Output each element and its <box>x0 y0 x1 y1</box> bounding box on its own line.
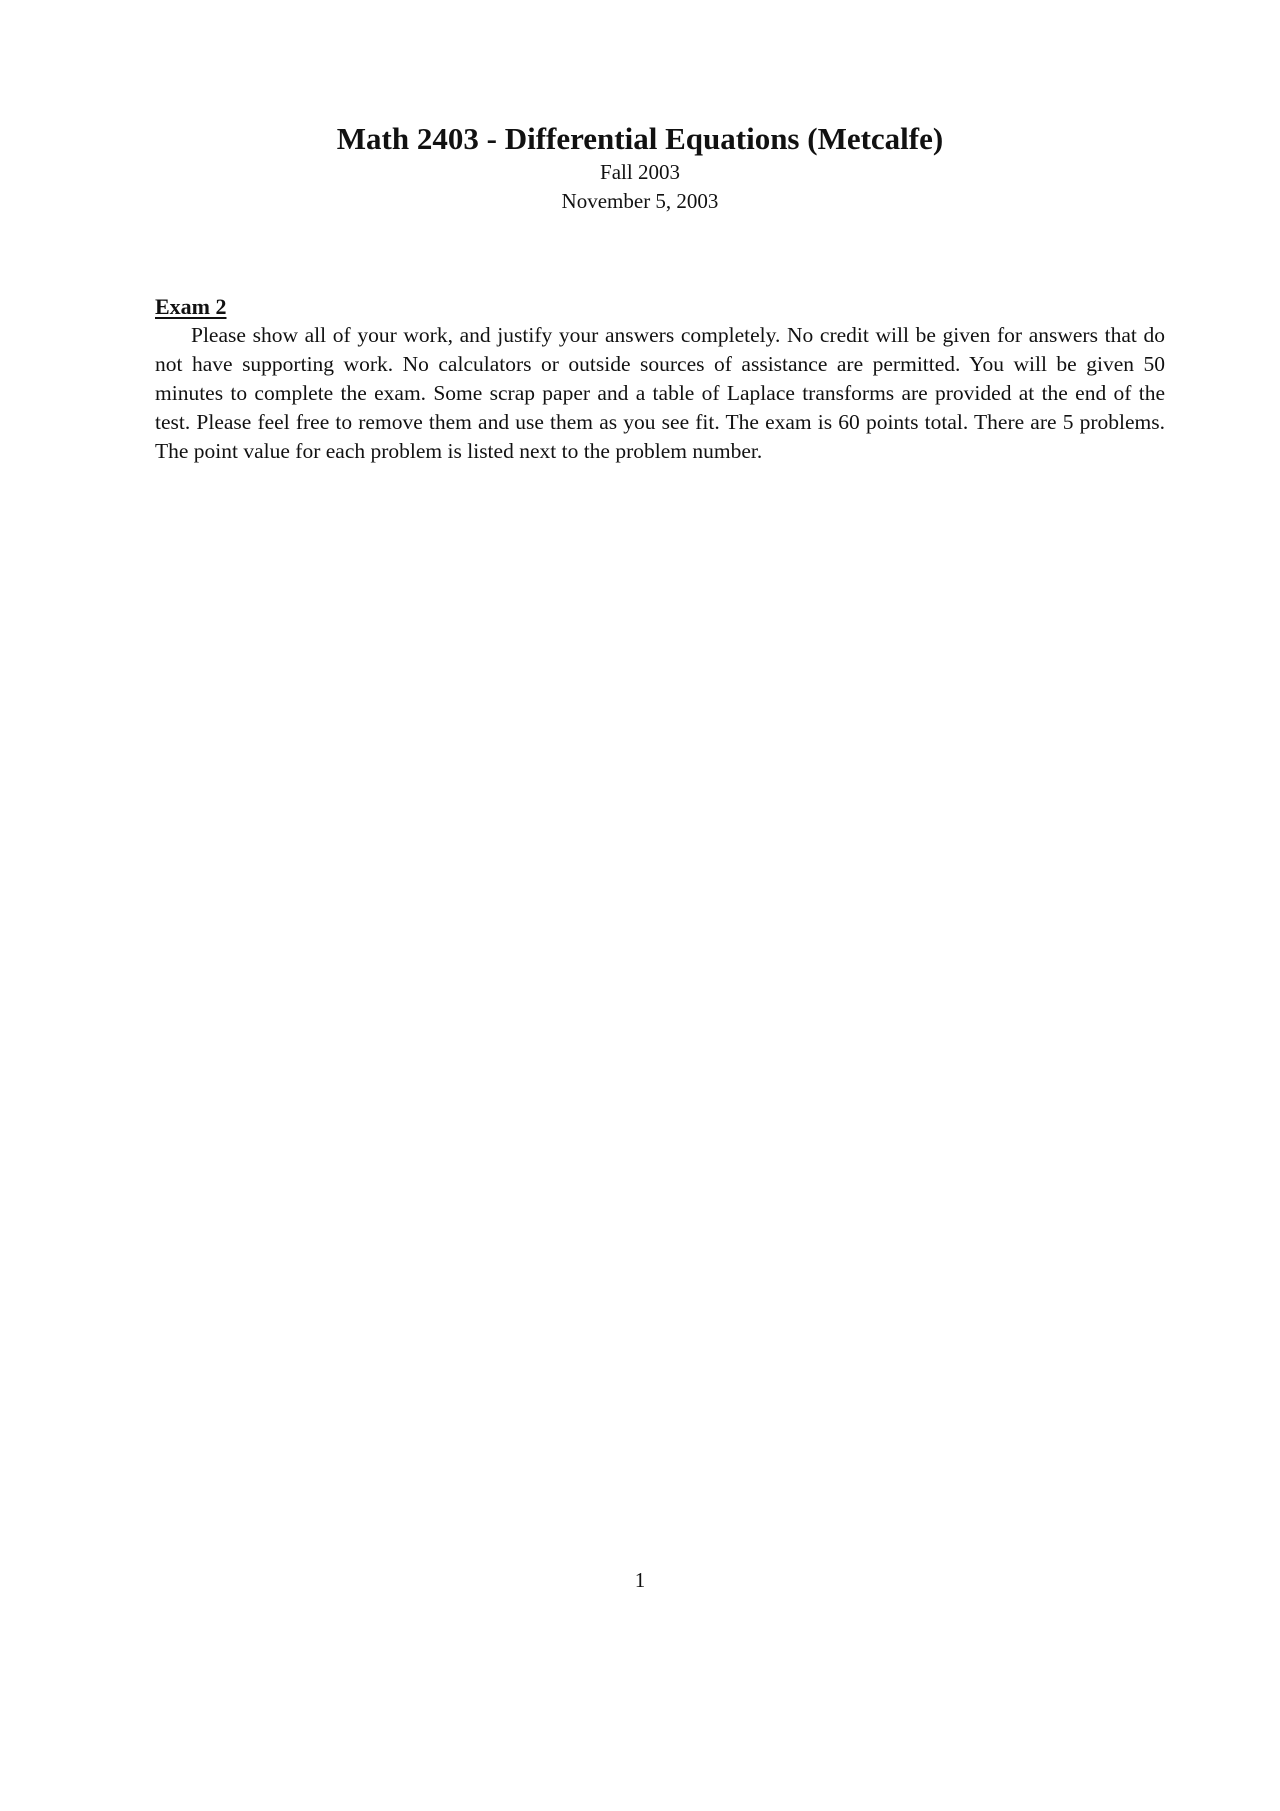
exam-section <box>155 292 1165 466</box>
exam-date: November 5, 2003 <box>561 189 719 213</box>
document-header <box>0 120 1280 216</box>
page-number: 1 <box>634 1568 646 1592</box>
term-label: Fall 2003 <box>600 160 680 184</box>
page-title: Math 2403 - Differential Equations (Metcalfe) <box>336 121 944 156</box>
exam-heading: Exam 2 <box>155 294 227 319</box>
exam-instructions: Please show all of your work, and justify your answers completely. No credit will be given for answers that do not have supporting work. No calculators or outside sources of assistance are permitted. You will be given 50 minutes to complete the exam. Some scrap paper and a table of Laplace transforms are provided at the end of the test. Please feel free to remove them and use them as you see fit. The exam is 60 points total. There are 5 problems. The point value for each problem is listed next to the problem number. <box>155 323 1165 463</box>
